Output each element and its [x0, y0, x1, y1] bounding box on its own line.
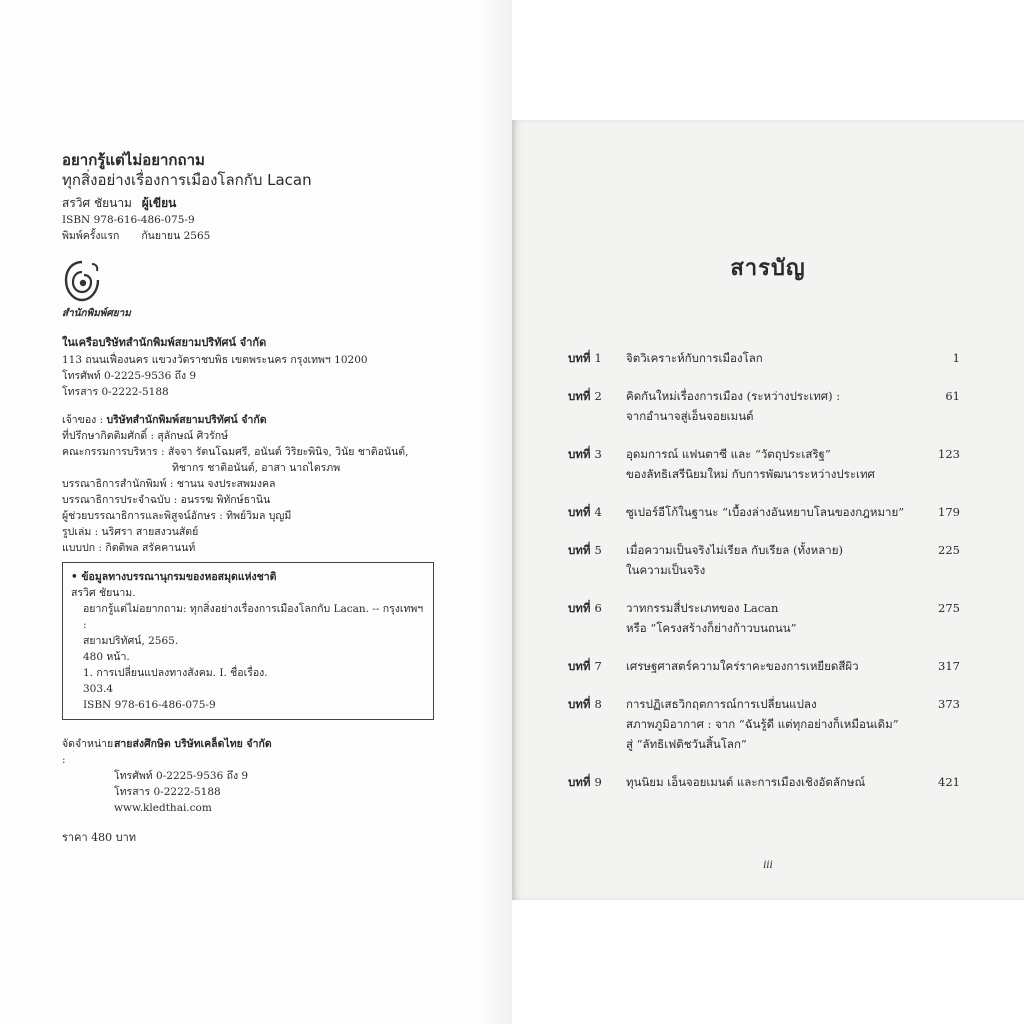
first-print-label: พิมพ์ครั้งแรก: [62, 230, 120, 242]
book-title: อยากรู้แต่ไม่อยากถาม: [62, 151, 205, 169]
toc-chapter-label: [568, 656, 626, 676]
toc-title-line: คิดกันใหม่เรื่องการเมือง (ระหว่างประเทศ) :: [626, 389, 841, 403]
toc-chapter-title: [626, 598, 920, 638]
owner-value: บริษัทสำนักพิมพ์สยามปริทัศน์ จำกัด: [106, 414, 267, 426]
cip-heading: • ข้อมูลทางบรรณานุกรมของหอสมุดแห่งชาติ: [71, 571, 277, 583]
cip-line: 1. การเปลี่ยนแปลงทางสังคม. I. ชื่อเรื่อง.: [83, 667, 268, 679]
chapter-number: 7: [594, 659, 602, 673]
publisher-address: 113 ถนนเฟื่องนคร แขวงวัดราชบพิธ เขตพระนคร กรุงเทพฯ 10200: [62, 354, 368, 366]
toc-page-number: 1: [952, 351, 960, 365]
distribution-fax: โทรสาร 0-2222-5188: [114, 786, 221, 798]
toc-entry-chapter-5: [568, 540, 960, 580]
distribution-row: [62, 736, 482, 768]
cip-box: [62, 562, 434, 720]
table-of-contents: [568, 348, 960, 792]
cip-line: สรวิศ ชัยนาม.: [71, 587, 136, 599]
toc-page-number: 61: [945, 389, 960, 403]
board-row: คณะกรรมการบริหาร : สัจจา รัตนโฉมศรี, อนันต์ วิริยะพินิจ, วินัย ชาติอนันต์,: [62, 446, 409, 458]
chapter-number: 8: [594, 697, 602, 711]
cip-line: ISBN 978-616-486-075-9: [83, 699, 216, 711]
toc-title-line: การปฏิเสธวิกฤตการณ์การเปลี่ยนแปลง: [626, 697, 817, 711]
page-folio: iii: [763, 860, 773, 871]
distribution-website: www.kledthai.com: [114, 802, 212, 814]
chapter-word: บทที่: [568, 775, 591, 789]
toc-title-line: เศรษฐศาสตร์ความใคร่ราคะของการเหยียดสีผิว: [626, 659, 859, 673]
publisher-logo-text: สำนักพิมพ์ศยาม: [62, 308, 131, 319]
chapter-number: 9: [594, 775, 602, 789]
publisher-group: ในเครือบริษัทสำนักพิมพ์สยามปริทัศน์ จำกัด: [62, 336, 267, 349]
toc-entry-chapter-7: [568, 656, 960, 676]
toc-chapter-title: [626, 386, 920, 426]
toc-chapter-label: [568, 502, 626, 522]
toc-chapter-title: [626, 656, 920, 676]
author-name: สรวิศ ชัยนาม: [62, 196, 132, 210]
toc-title-line: หรือ “โครงสร้างก็ย่างก้าวบนถนน”: [626, 621, 797, 635]
first-print: [62, 228, 482, 244]
volume-editor-row: บรรณาธิการประจำฉบับ : อนรรฆ พิทักษ์ธานิน: [62, 494, 271, 506]
toc-chapter-label: [568, 444, 626, 484]
distribution-phone: โทรศัพท์ 0-2225-9536 ถึง 9: [114, 770, 249, 782]
toc-entry-chapter-8: [568, 694, 960, 754]
toc-chapter-title: [626, 540, 920, 580]
toc-chapter-title: [626, 444, 920, 484]
toc-chapter-label: [568, 598, 626, 638]
toc-title-line: ทุนนิยม เอ็นจอยเมนต์ และการเมืองเชิงอัตลักษณ์: [626, 775, 866, 789]
chapter-number: 3: [594, 447, 602, 461]
publisher-logo: [62, 258, 482, 332]
toc-chapter-title: [626, 694, 920, 754]
author-role: ผู้เขียน: [141, 196, 177, 210]
distribution-value: [114, 736, 272, 768]
publisher-phone: โทรศัพท์ 0-2225-9536 ถึง 9: [62, 370, 197, 382]
chapter-number: 6: [594, 601, 602, 615]
first-print-date: กันยายน 2565: [141, 230, 211, 242]
toc-chapter-title: [626, 502, 920, 522]
cover-row: แบบปก : กิตติพล สรัคคานนท์: [62, 542, 196, 554]
chapter-number: 1: [594, 351, 602, 365]
toc-title-line: ของลัทธิเสรีนิยมใหม่ กับการพัฒนาระหว่างประเทศ: [626, 467, 875, 481]
owner-label: เจ้าของ :: [62, 414, 104, 426]
toc-page-number: 179: [938, 505, 960, 519]
publisher-emblem-icon: [62, 258, 102, 304]
toc-title-line: วาทกรรมสี่ประเภทของ Lacan: [626, 601, 779, 615]
gutter: [480, 0, 512, 1024]
toc-entry-chapter-6: [568, 598, 960, 638]
chapter-word: บทที่: [568, 659, 591, 673]
layout-row: รูปเล่ม : นริศรา สายสงวนสัตย์: [62, 526, 199, 538]
toc-title-line: อุดมการณ์ แฟนตาซี และ “วัตถุประเสริฐ”: [626, 447, 831, 461]
toc-page-number: 317: [938, 659, 960, 673]
chapter-number: 4: [594, 505, 602, 519]
toc-title-line: เมื่อความเป็นจริงไม่เรียล กับเรียล (ทั้งหลาย): [626, 543, 843, 557]
chapter-word: บทที่: [568, 447, 591, 461]
toc-title: สารบัญ: [730, 256, 806, 281]
author-line: [62, 194, 482, 212]
editor-in-chief-row: บรรณาธิการสำนักพิมพ์ : ชานน จงประสพมงคล: [62, 478, 276, 490]
cip-line: สยามปริทัศน์, 2565.: [83, 635, 179, 647]
toc-title-line: ซูเปอร์อีโก้ในฐานะ “เบื้องล่างอันหยาบโลนของกฎหมาย”: [626, 505, 905, 519]
toc-title-line: ในความเป็นจริง: [626, 563, 706, 577]
toc-chapter-label: [568, 386, 626, 426]
toc-title-line: สู่ “ลัทธิเฟติชวันสิ้นโลก”: [626, 737, 747, 751]
board-row-cont: ทิชากร ชาติอนันต์, อาสา นาถไตรภพ: [172, 462, 341, 474]
owner-row: [62, 412, 482, 428]
distribution-label: จัดจำหน่าย :: [62, 738, 114, 766]
toc-page-number: 275: [938, 601, 960, 615]
toc-entry-chapter-1: [568, 348, 960, 368]
isbn: ISBN 978-616-486-075-9: [62, 214, 195, 226]
toc-page-number: 421: [938, 775, 960, 789]
toc-title-line: สภาพภูมิอากาศ : จาก “ฉันรู้ดี แต่ทุกอย่างก็เหมือนเดิม”: [626, 717, 899, 731]
advisor-row: ที่ปรึกษากิตติมศักดิ์ : สุลักษณ์ ศิวรักษ์: [62, 430, 229, 442]
staff-credits: [62, 412, 482, 556]
toc-page-number: 225: [938, 543, 960, 557]
chapter-word: บทที่: [568, 697, 591, 711]
toc-entry-chapter-2: [568, 386, 960, 426]
toc-title-line: จิตวิเคราะห์กับการเมืองโลก: [626, 351, 763, 365]
toc-chapter-label: [568, 772, 626, 792]
toc-chapter-title: [626, 348, 920, 368]
toc-chapter-label: [568, 540, 626, 580]
distributor-name: สายส่งศึกษิต บริษัทเคล็ดไทย จำกัด: [114, 738, 272, 750]
publisher-fax: โทรสาร 0-2222-5188: [62, 386, 169, 398]
chapter-word: บทที่: [568, 601, 591, 615]
distribution: [62, 736, 482, 816]
cip-line: 480 หน้า.: [83, 651, 130, 663]
assistant-editor-row: ผู้ช่วยบรรณาธิการและพิสูจน์อักษร : ทิพย์วิมล บุญมี: [62, 510, 292, 522]
toc-title-line: จากอำนาจสู่เอ็นจอยเมนต์: [626, 409, 754, 423]
price: ราคา 480 บาท: [62, 831, 137, 844]
chapter-word: บทที่: [568, 351, 591, 365]
toc-entry-chapter-4: [568, 502, 960, 522]
toc-entry-chapter-9: [568, 772, 960, 792]
toc-chapter-title: [626, 772, 920, 792]
book-subtitle: ทุกสิ่งอย่างเรื่องการเมืองโลกกับ Lacan: [62, 171, 312, 189]
toc-chapter-label: [568, 694, 626, 754]
toc-page-number: 123: [938, 447, 960, 461]
toc-entry-chapter-3: [568, 444, 960, 484]
toc-chapter-label: [568, 348, 626, 368]
cip-line: 303.4: [83, 683, 114, 695]
chapter-word: บทที่: [568, 389, 591, 403]
chapter-word: บทที่: [568, 543, 591, 557]
chapter-word: บทที่: [568, 505, 591, 519]
cip-line: อยากรู้แต่ไม่อยากถาม: ทุกสิ่งอย่างเรื่องการเมืองโลกกับ Lacan. -- กรุงเทพฯ :: [83, 603, 424, 631]
toc-page-number: 373: [938, 697, 960, 711]
chapter-number: 2: [594, 389, 602, 403]
colophon: [62, 150, 482, 846]
chapter-number: 5: [594, 543, 602, 557]
